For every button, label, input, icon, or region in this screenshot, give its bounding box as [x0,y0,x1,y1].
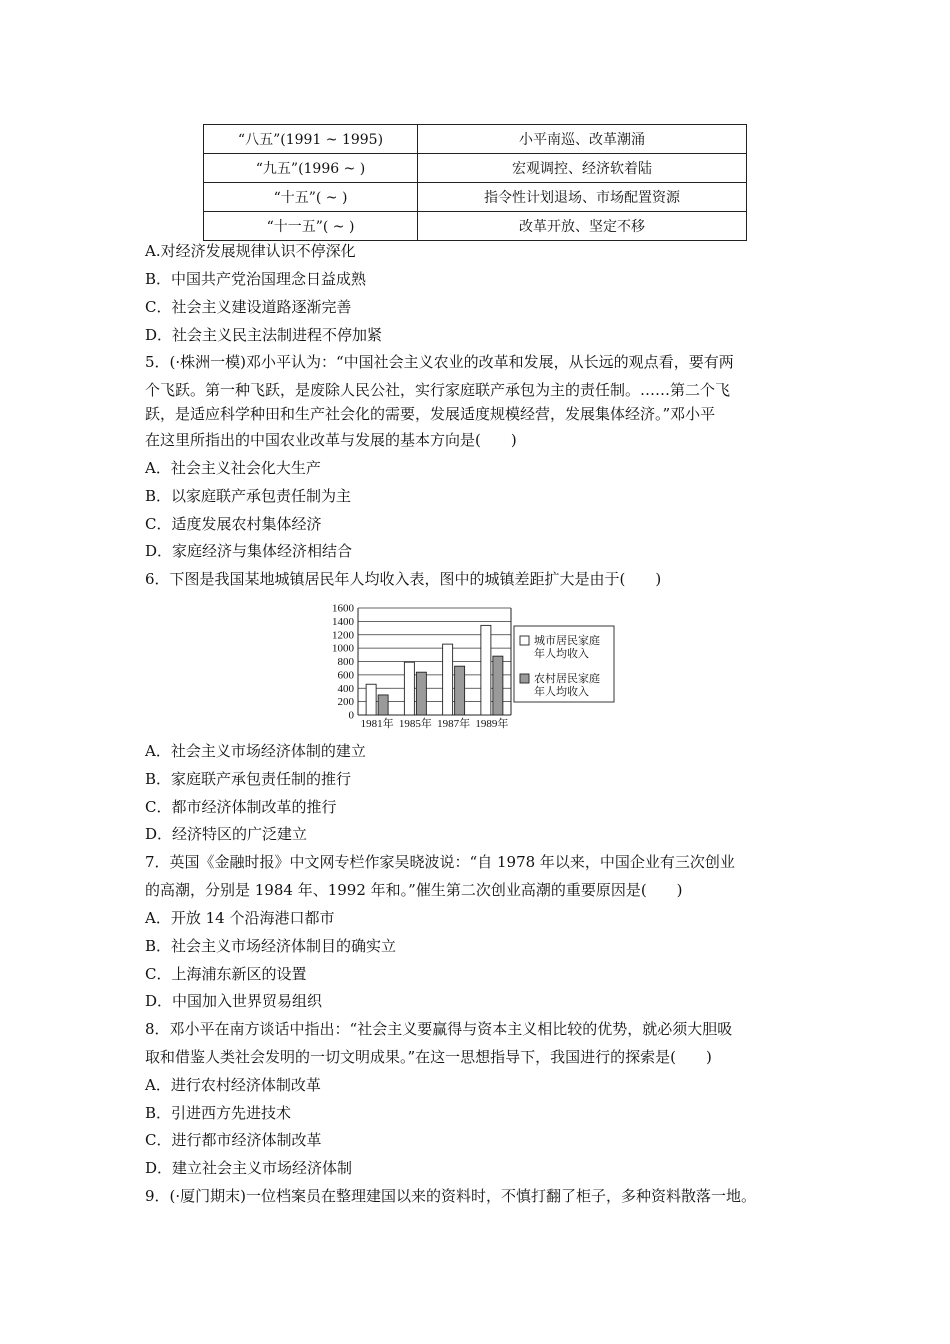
q4-option-c: C．社会主义建设道路逐渐完善 [145,298,352,316]
q8-stem-line-2: 取和借鉴人类社会发明的一切文明成果。”在这一思想指导下，我国进行的探索是( ) [145,1048,712,1066]
x-tick-label: 1987年 [437,718,471,730]
q5-option-b: B．以家庭联产承包责任制为主 [145,487,352,505]
bar [416,672,426,715]
q5-stem-line-4: 在这里所指出的中国农业改革与发展的基本方向是( ) [145,431,517,449]
table-row [204,183,747,212]
y-tick-label: 200 [337,696,354,709]
legend-swatch [520,674,529,683]
q6-option-b: B．家庭联产承包责任制的推行 [145,770,352,788]
five-year-plan-table [203,124,747,241]
bar [481,625,491,715]
q6-stem: 6．下图是我国某地城镇居民年人均收入表，图中的城镇差距扩大是由于( ) [145,570,662,588]
bar [455,666,465,715]
plan-period: “八五”(1991 ~ 1995) [204,125,418,154]
legend-label: 年人均收入 [534,648,589,660]
q6-option-d: D．经济特区的广泛建立 [145,825,308,843]
plan-period: “十五”( ~ ) [204,183,418,212]
q6-option-c: C．都市经济体制改革的推行 [145,798,337,816]
bar [366,684,376,715]
plan-slogan: 改革开放、坚定不移 [418,212,747,241]
q5-stem-line-3: 跃，是适应科学种田和生产社会化的需要，发展适度规模经营，发展集体经济。”邓小平 [145,405,716,423]
q7-option-b: B．社会主义市场经济体制目的确实立 [145,937,397,955]
q8-option-c: C．进行都市经济体制改革 [145,1131,322,1149]
plan-slogan: 小平南巡、改革潮涌 [418,125,747,154]
q4-option-a: A.对经济发展规律认识不停深化 [145,242,356,260]
table-row [204,212,747,241]
q7-option-c: C．上海浦东新区的设置 [145,965,307,983]
income-bar-chart [318,600,618,734]
q5-option-a: A．社会主义社会化大生产 [145,459,321,477]
q5-option-d: D．家庭经济与集体经济相结合 [145,542,353,560]
q8-option-b: B．引进西方先进技术 [145,1104,292,1122]
y-tick-label: 600 [337,669,354,682]
q9-stem-line-1: 9．(·厦门期末)一位档案员在整理建国以来的资料时，不慎打翻了柜子，多种资料散落一地。 [145,1187,757,1205]
q8-option-d: D．建立社会主义市场经济体制 [145,1159,353,1177]
legend-label: 年人均收入 [534,686,589,698]
q7-option-a: A．开放 14 个沿海港口都市 [145,909,335,927]
bar [443,644,453,715]
plan-slogan: 指令性计划退场、市场配置资源 [418,183,747,212]
y-tick-label: 400 [337,682,354,695]
legend-label: 农村居民家庭 [534,673,600,685]
legend-label: 城市居民家庭 [534,635,600,647]
x-tick-label: 1985年 [398,718,432,730]
plan-slogan: 宏观调控、经济软着陆 [418,154,747,183]
q4-option-d: D．社会主义民主法制进程不停加紧 [145,326,383,344]
q8-stem-line-1: 8．邓小平在南方谈话中指出：“社会主义要赢得与资本主义相比较的优势，就必须大胆吸 [145,1020,733,1038]
income-chart-svg [318,600,618,734]
y-tick-label: 1200 [332,629,354,642]
q5-stem-line-2: 个飞跃。第一种飞跃，是废除人民公社，实行家庭联产承包为主的责任制。……第二个飞 [145,381,731,399]
q7-stem-line-2: 的高潮，分别是 1984 年、1992 年和。”催生第二次创业高潮的重要原因是( ) [145,881,683,899]
y-tick-label: 1000 [332,642,354,655]
x-tick-label: 1981年 [360,718,394,730]
q4-option-b: B．中国共产党治国理念日益成熟 [145,270,367,288]
plan-period: “九五”(1996 ~ ) [204,154,418,183]
bar [378,695,388,715]
bar [493,656,503,715]
y-tick-label: 800 [337,656,354,668]
y-tick-label: 1600 [332,602,354,615]
table-row [204,125,747,154]
q7-option-d: D．中国加入世界贸易组织 [145,992,323,1010]
q8-option-a: A．进行农村经济体制改革 [145,1076,321,1094]
table-row [204,154,747,183]
plan-period: “十一五”( ~ ) [204,212,418,241]
y-tick-label: 1400 [332,615,354,628]
q5-stem-line-1: 5．(·株洲一模)邓小平认为：“中国社会主义农业的改革和发展，从长远的观点看，要有两 [145,353,734,371]
bar [404,662,414,715]
x-tick-label: 1989年 [475,718,509,730]
y-tick-label: 0 [348,709,354,722]
legend-swatch [520,636,529,645]
q5-option-c: C．适度发展农村集体经济 [145,515,322,533]
q7-stem-line-1: 7．英国《金融时报》中文网专栏作家吴晓波说：“自 1978 年以来，中国企业有三次创业 [145,853,735,871]
q6-option-a: A．社会主义市场经济体制的建立 [145,742,366,760]
